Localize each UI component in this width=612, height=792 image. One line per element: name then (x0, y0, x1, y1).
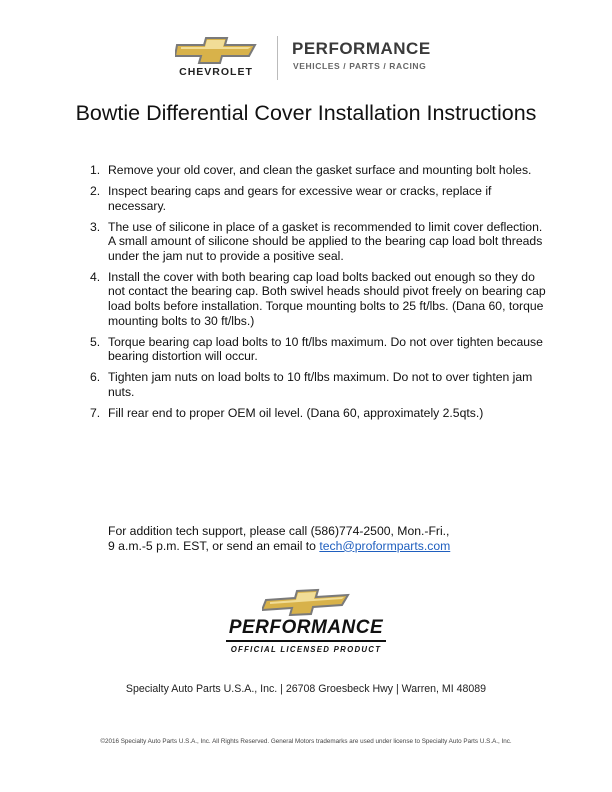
step-number: 7. (90, 405, 101, 420)
instruction-step (90, 220, 550, 264)
header-divider (277, 36, 278, 80)
instruction-step (90, 163, 550, 178)
instruction-step (90, 184, 550, 213)
document-title: Bowtie Differential Cover Installation Instructions (75, 101, 537, 125)
step-text: Remove your old cover, and clean the gasket surface and mounting bolt holes. (108, 163, 532, 177)
instruction-list (90, 163, 550, 427)
chevrolet-bowtie-icon (175, 36, 257, 64)
step-text: Tighten jam nuts on load bolts to 10 ft/lbs maximum. Do not to over tighten jam nuts. (108, 370, 533, 399)
step-number: 5. (90, 334, 101, 349)
support-email-link[interactable]: tech@proformparts.com (319, 538, 451, 553)
header-logo (166, 34, 456, 82)
step-text: Torque bearing cap load bolts to 10 ft/lbs maximum. Do not over tighten because bearing distortion will occur. (108, 334, 543, 364)
chevrolet-lockup (166, 34, 266, 82)
performance-wordmark: PERFORMANCE (228, 617, 384, 638)
step-number: 1. (90, 163, 101, 177)
copyright-notice: ©2016 Specialty Auto Parts U.S.A., Inc. All Rights Reserved. General Motors trademarks are used under license to Specialty Auto Parts U.S.A., Inc. (100, 738, 512, 745)
step-number: 4. (90, 269, 101, 284)
instruction-step (90, 370, 550, 399)
instruction-step (90, 270, 550, 328)
step-text: Install the cover with both bearing cap load bolts backed out enough so they do not contact the bearing cap. Both swivel heads should pivot freely on bearing cap load bolts before installation. Torque mounting bolts to 25 ft/lbs. (Dana 60, torque mounting bolts to 30 ft/lbs.) (108, 269, 546, 328)
step-text: Inspect bearing caps and gears for excessive wear or cracks, replace if necessary. (108, 183, 492, 213)
company-address: Specialty Auto Parts U.S.A., Inc. | 26708 Groesbeck Hwy | Warren, MI 48089 (125, 683, 487, 695)
contact-line (108, 539, 538, 554)
step-number: 2. (90, 183, 101, 198)
instruction-step (90, 406, 550, 421)
step-number: 6. (90, 370, 101, 385)
contact-line-prefix: 9 a.m.-5 p.m. EST, or send an email to (108, 538, 320, 553)
step-text: The use of silicone in place of a gasket is recommended to limit cover deflection. A small amount of silicone should be applied to the bearing cap load bolt threads under the jam nut to provide a positive seal. (108, 219, 543, 263)
logo-divider (226, 640, 386, 642)
chevrolet-wordmark: CHEVROLET (179, 66, 253, 78)
step-number: 3. (90, 219, 101, 234)
performance-wordmark: PERFORMANCE (292, 39, 431, 58)
licensed-product-logo (206, 588, 406, 660)
performance-tagline: VEHICLES / PARTS / RACING (293, 61, 427, 71)
step-text: Fill rear end to proper OEM oil level. (Dana 60, approximately 2.5qts.) (108, 405, 484, 420)
instruction-step (90, 335, 550, 364)
official-licensed-product-label: OFFICIAL LICENSED PRODUCT (230, 645, 382, 654)
tech-support-contact (108, 524, 538, 553)
contact-line: For addition tech support, please call (586)774-2500, Mon.-Fri., (108, 524, 450, 538)
chevrolet-bowtie-icon (262, 588, 350, 616)
